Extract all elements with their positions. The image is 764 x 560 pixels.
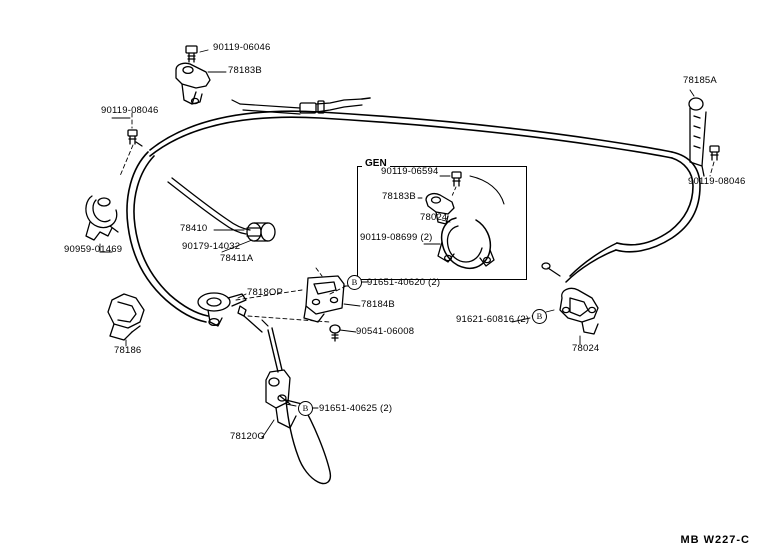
callout-marker-b-2: B	[532, 309, 547, 324]
part-label-91651-40625: 91651-40625 (2)	[319, 403, 393, 414]
part-label-91621-60816: 91621-60816 (2)	[456, 314, 530, 325]
part-label-78411a: 78411A	[220, 253, 254, 264]
part-label-90179-14032: 90179-14032	[182, 241, 241, 252]
part-label-78184b: 78184B	[361, 299, 395, 310]
part-label-78120g: 78120G	[230, 431, 266, 442]
callout-marker-b-3: B	[298, 401, 313, 416]
diagram-footer-code: MB W227-C	[680, 534, 750, 546]
gen-inset-box	[357, 166, 527, 280]
part-label-78183b-top: 78183B	[228, 65, 262, 76]
part-label-78410: 78410	[180, 223, 208, 234]
part-label-78024-inset: 78024	[420, 212, 448, 223]
part-label-90119-06594: 90119-06594	[381, 166, 439, 177]
gen-inset-title: GEN	[362, 158, 390, 169]
part-label-90959-01469: 90959-01469	[64, 244, 123, 255]
callout-marker-b-1: B	[347, 275, 362, 290]
part-label-90119-08046-left: 90119-08046	[101, 105, 159, 116]
part-label-78183b-inset: 78183B	[382, 191, 416, 202]
part-label-90119-06046: 90119-06046	[213, 42, 271, 53]
part-label-7818op: 7818OP	[247, 287, 284, 298]
part-label-90119-08046-right: 90119-08046	[688, 176, 746, 187]
part-label-78185a: 78185A	[683, 75, 717, 86]
part-label-90541-06008: 90541-06008	[356, 326, 415, 337]
part-label-91651-40620: 91651-40620 (2)	[367, 277, 441, 288]
part-label-78024-right: 78024	[572, 343, 600, 354]
part-label-90119-08699: 90119-08699 (2)	[360, 232, 433, 243]
part-label-78186: 78186	[114, 345, 142, 356]
